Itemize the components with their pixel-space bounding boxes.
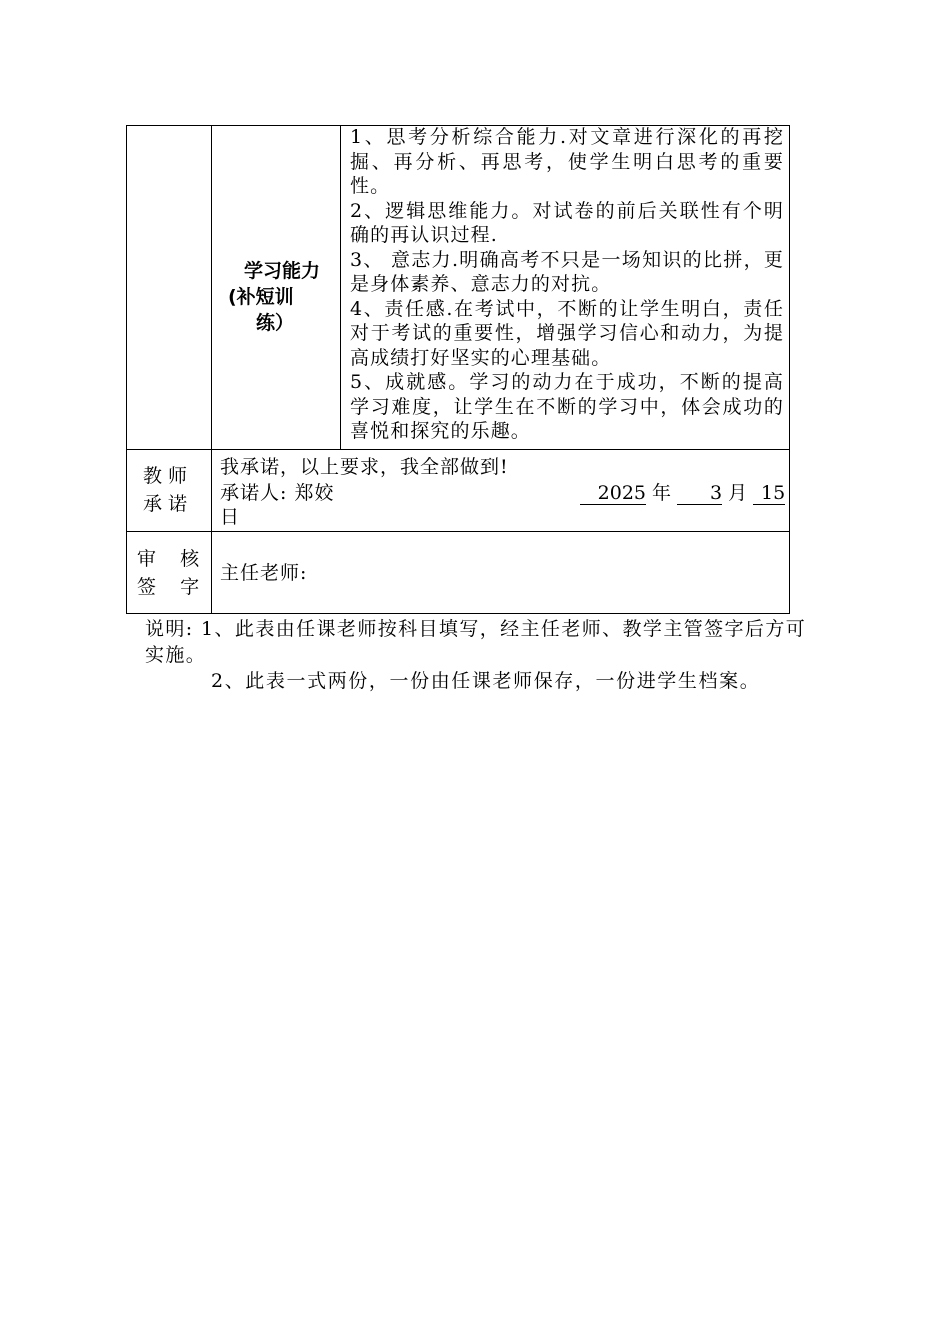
note-line: 2、此表一式两份，一份由任课老师保存，一份进学生档案。 xyxy=(211,670,761,692)
ability-item: 5、成就感。学习的动力在于成功，不断的提高学习难度，让学生在不断的学习中，体会成功的喜悦和探究的乐趣。 xyxy=(350,371,784,442)
ability-title-line: 练） xyxy=(256,312,295,334)
date-day: 15 xyxy=(753,483,785,505)
date-month-unit: 月 xyxy=(728,482,748,504)
promise-label xyxy=(143,462,187,518)
table-divider xyxy=(126,531,790,532)
ability-items xyxy=(350,125,784,444)
date-year: 2025 xyxy=(580,483,646,505)
ability-title xyxy=(214,258,338,336)
promise-label-line: 教 师 xyxy=(143,465,188,487)
ability-item: 1、思考分析综合能力.对文章进行深化的再挖掘、再分析、再思考，使学生明白思考的重要性。 xyxy=(350,126,784,197)
review-label-line: 审 核 xyxy=(137,548,200,570)
date-month: 3 xyxy=(677,483,722,505)
table-divider xyxy=(126,449,790,450)
promiser-name: 承诺人: 郑姣 xyxy=(220,482,335,504)
note-line: 说明: 1、此表由任课老师按科目填写，经主任老师、教学主管签字后方可实施。 xyxy=(145,618,807,666)
table-divider xyxy=(340,125,341,450)
ability-item: 3、 意志力.明确高考不只是一场知识的比拼，更是身体素养、意志力的对抗。 xyxy=(350,248,784,295)
ability-item: 2、逻辑思维能力。对试卷的前后关联性有个明确的再认识过程. xyxy=(350,199,784,246)
ability-item: 4、责任感.在考试中，不断的让学生明白，责任对于考试的重要性，增强学习信心和动力，为提高成绩打好坚实的心理基础。 xyxy=(350,297,784,369)
ability-title-line: (补短训 xyxy=(228,286,294,308)
notes xyxy=(145,616,815,694)
review-label xyxy=(137,545,199,601)
promise-statement: 我承诺，以上要求，我全部做到! xyxy=(220,456,509,478)
ability-title-line: 学习能力 xyxy=(244,260,321,282)
date-year-unit: 年 xyxy=(652,482,672,504)
promise-label-line: 承 诺 xyxy=(143,493,188,515)
table-divider xyxy=(211,125,212,614)
director-signature: 主任老师: xyxy=(220,562,308,584)
review-label-line: 签 字 xyxy=(137,576,200,598)
promise-date xyxy=(580,481,785,505)
date-day-unit: 日 xyxy=(220,506,240,528)
